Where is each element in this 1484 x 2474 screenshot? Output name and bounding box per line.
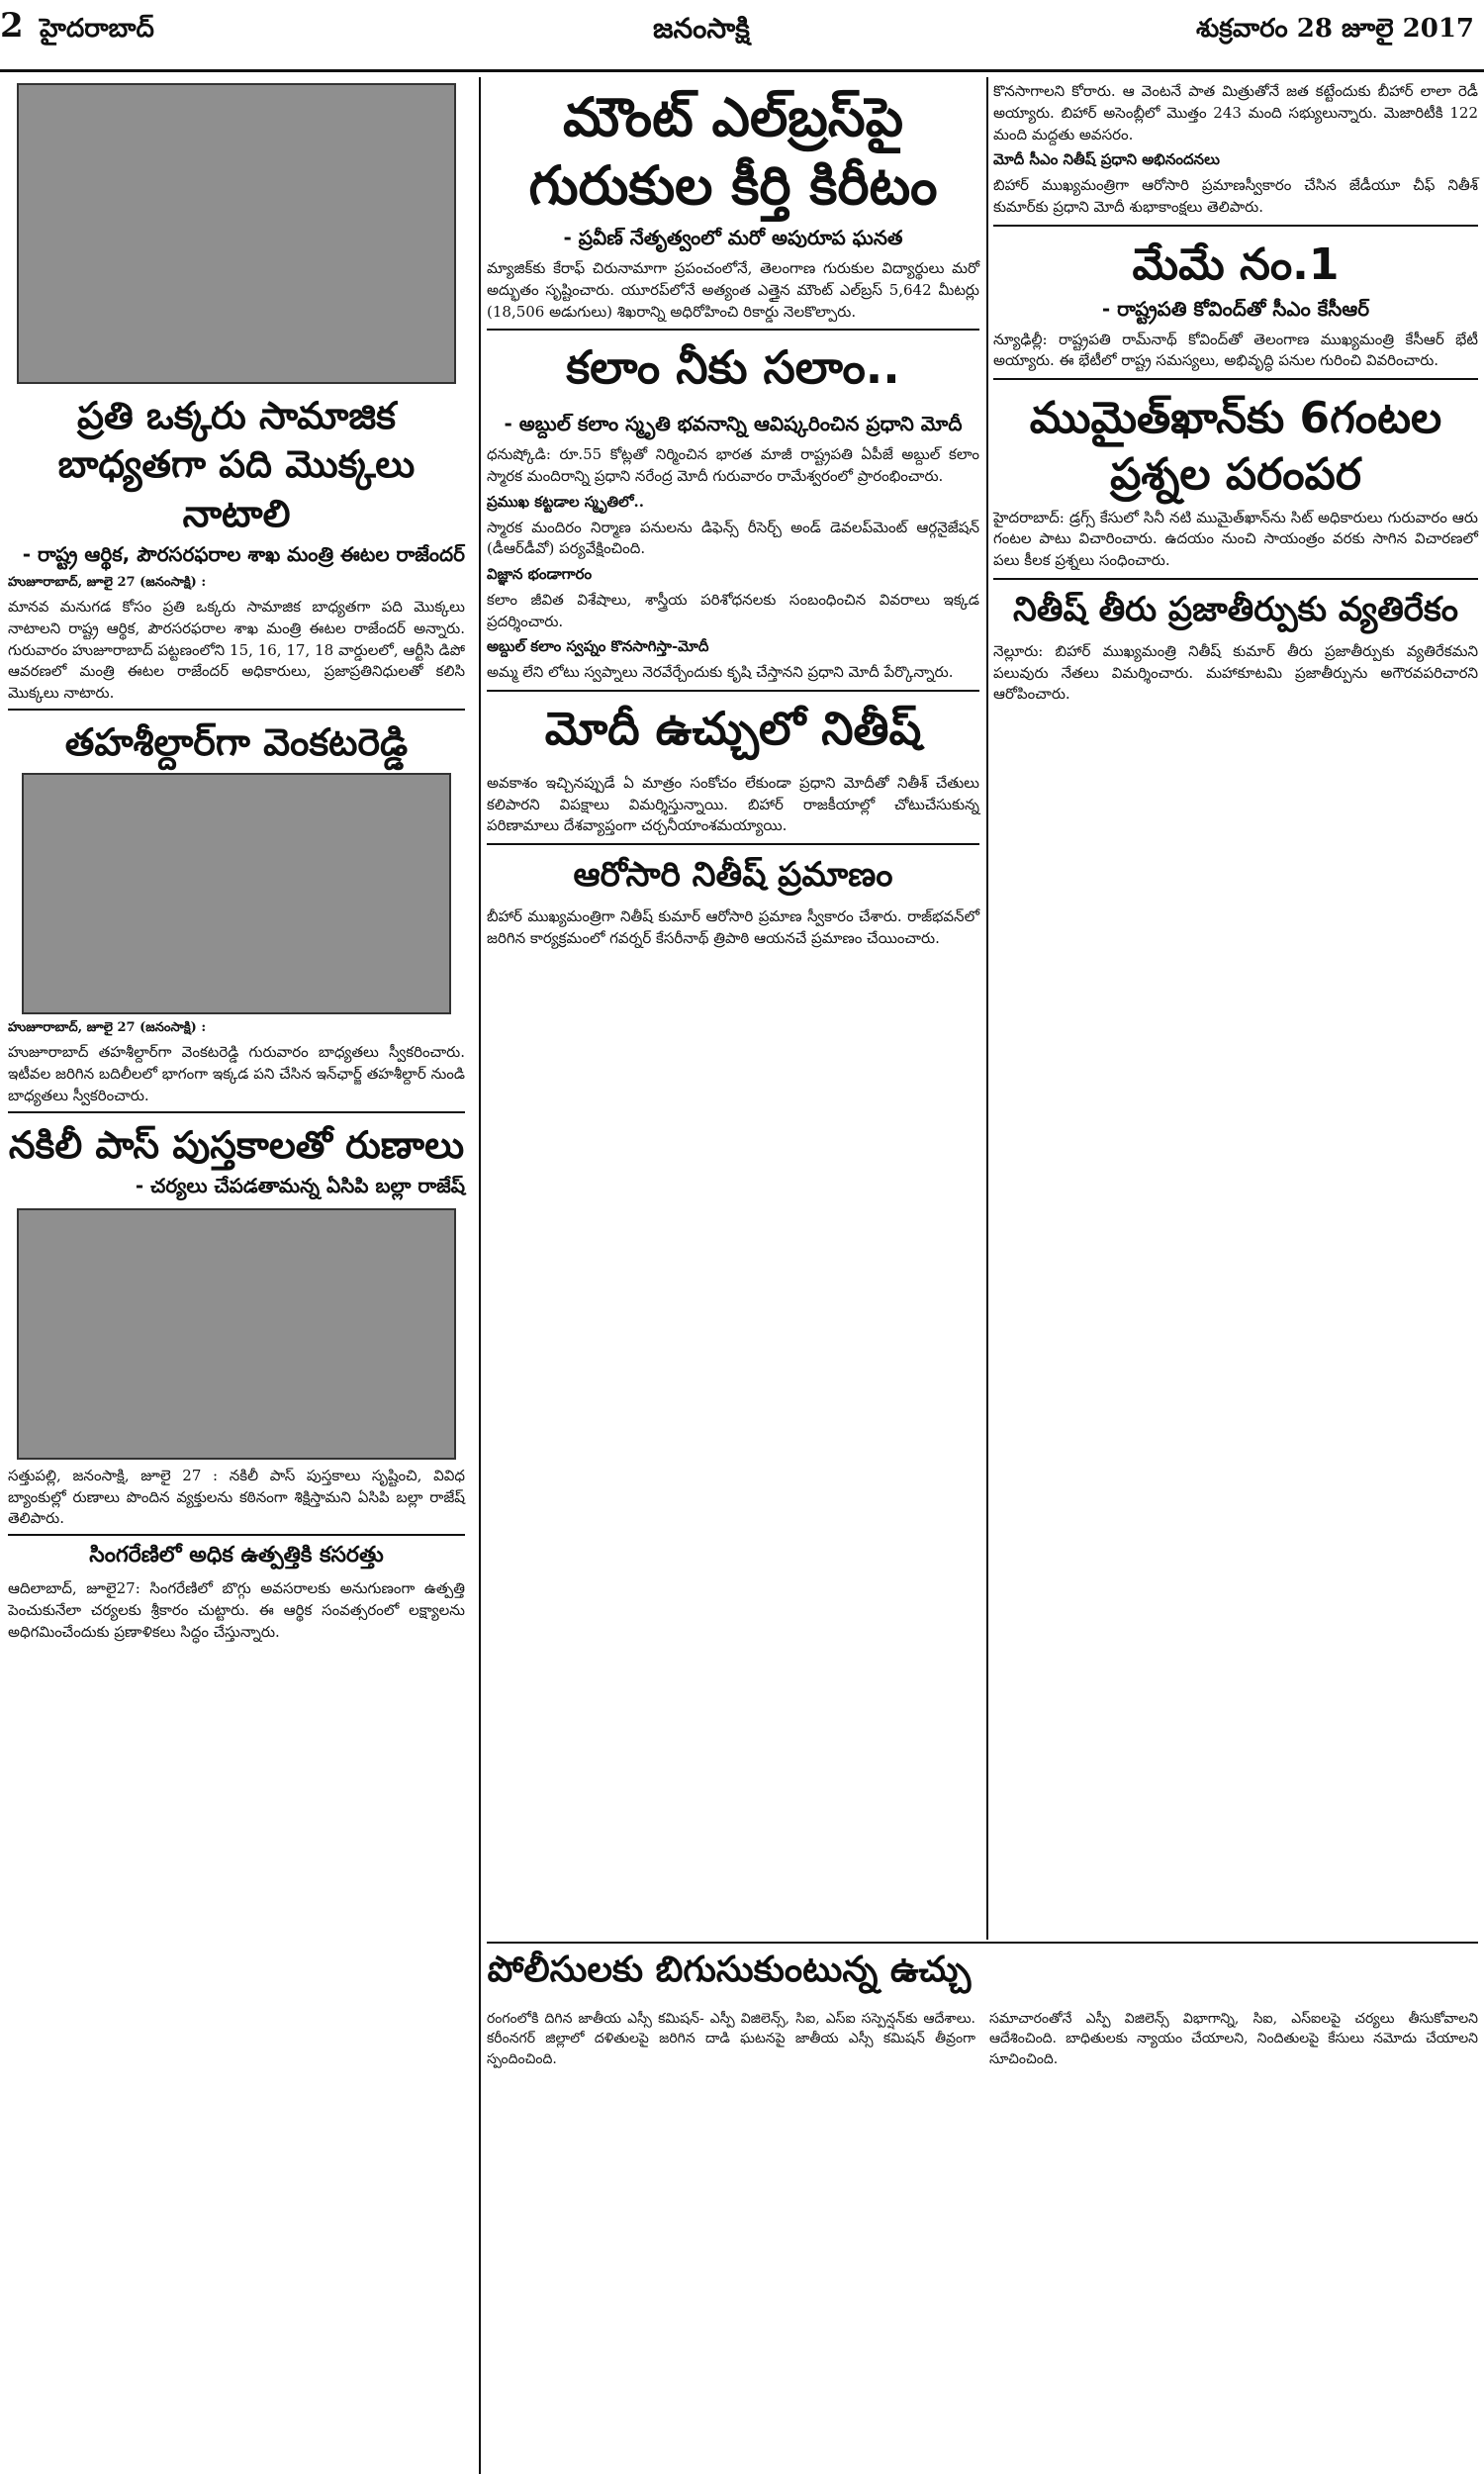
article-body: అవకాశం ఇచ్చినప్పుడే ఏ మాత్రం సంకోచం లేకుండా ప్రధాని మోదీతో నితీశ్ చేతులు కలిపారని విపక్షాలు విమర్శిస్తున్నాయి. బిహార్ రాజకీయాల్లో చోటుచేసుకున్న పరిణామాలు దేశవ్యాప్తంగా చర్చనీయాంశమయ్యాయి. — [487, 773, 979, 835]
story-mumaith-khan — [993, 390, 1478, 572]
article-body: సత్తుపల్లి, జనంసాక్షి, జూలై 27 : నకిలీ పాస్ పుస్తకాలు సృష్టించి, వివిధ బ్యాంకుల్లో రుణాలు పొందిన వ్యక్తులను కఠినంగా శిక్షిస్తామని ఏసిపి బల్లా రాజేష్ తెలిపారు. — [8, 1466, 465, 1528]
column-divider — [479, 77, 481, 2474]
article-body: కలాం జీవిత విశేషాలు, శాస్త్రీయ పరిశోధనలకు సంబంధించిన వివరాలు ఇక్కడ ప్రదర్శించారు. — [487, 590, 979, 630]
left-column — [0, 77, 473, 2474]
divider — [487, 329, 979, 331]
article-body: సమాచారంతోనే ఎస్పీ విజిలెన్స్ విభాగాన్ని, సిఐ, ఎస్‌ఐలపై చర్యలు తీసుకోవాలని ఆదేశించింది. బాధితులకు న్యాయం చేయాలని, నిందితులపై కేసులు నమోదు చేయాలని సూచించింది. — [989, 2011, 1478, 2067]
photo-caption: హుజూరాబాద్, జూలై 27 (జనంసాక్షి) : — [8, 1020, 207, 1036]
article-body: హైదరాబాద్: డ్రగ్స్ కేసులో సినీ నటి ముమైత్‌ఖాన్‌ను సిట్ అధికారులు గురువారం ఆరు గంటల పాటు విచారించారు. ఉదయం నుంచి సాయంత్రం వరకు సాగిన విచారణలో పలు కీలక ప్రశ్నలు సంధించారు. — [993, 508, 1478, 570]
article-body: కొనసాగాలని కోరారు. ఆ వెంటనే పాత మిత్రుతోనే జత కట్టేందుకు బీహార్ లాలా రెడీ అయ్యారు. బిహార్ అసెంబ్లీలో మొత్తం 243 మంది సభ్యులున్నారు. మెజారిటీకి 122 మంది మద్దతు అవసరం. — [993, 82, 1478, 143]
subsection-label: విజ్ఞాన భండాగారం — [487, 565, 593, 584]
middle-column — [487, 77, 979, 954]
headline: సింగరేణిలో అధిక ఉత్పత్తికి కసరత్తు — [89, 1542, 384, 1569]
headline: నితీష్ తీరు ప్రజాతీర్పుకు వ్యతిరేకం — [1013, 589, 1458, 629]
news-photo — [22, 773, 451, 1014]
issue-date: శుక్రవారం 28 జూలై 2017 — [1195, 14, 1474, 44]
news-photo — [17, 1208, 456, 1460]
headline: మేమే నం.1 — [1132, 238, 1340, 290]
byline: - చర్యలు చేపడతామన్న ఏసిపి బల్లా రాజేష్ — [135, 1173, 465, 1197]
story-kcr-kovind — [993, 237, 1478, 373]
divider — [487, 843, 979, 845]
divider — [993, 225, 1478, 227]
divider — [993, 378, 1478, 380]
article-body: స్మారక మందిరం నిర్మాణ పనులను డిఫెన్స్ రీసెర్చ్ అండ్ డెవలప్‌మెంట్ ఆర్గనైజేషన్ (డీఆర్‌డీవో) పర్యవేక్షించింది. — [487, 518, 979, 558]
headline: పోలీసులకు బిగుసుకుంటున్న ఉచ్చు — [487, 1950, 972, 1990]
story-singareni — [8, 1542, 465, 1643]
story-tahsildar — [8, 718, 465, 1113]
article-body: మ్యాజిక్‌కు కేరాఫ్ చిరునామాగా ప్రపంచంలోనే, తెలంగాణ గురుకుల విద్యార్థులు మరో అద్భుతం సృష్టించారు. యూరప్‌లోనే అత్యంత ఎత్తైన మౌంట్ ఎల్‌బ్రస్ 5,642 మీటర్లు (18,506 అడుగులు) శిఖరాన్ని అధిరోహించి రికార్డు నెలకొల్పారు. — [487, 259, 979, 321]
right-column — [993, 77, 1478, 710]
byline: - అబ్దుల్ కలాం స్మృతి భవనాన్ని ఆవిష్కరించిన ప్రధాని మోదీ — [504, 412, 963, 436]
article-body: ధనుష్కోడి: రూ.55 కోట్లతో నిర్మించిన భారత మాజీ రాష్ట్రపతి ఏపీజే అబ్దుల్ కలాం స్మారక మందిరాన్ని ప్రధాని నరేంద్ర మోదీ గురువారం రామేశ్వరంలో ప్రారంభించారు. — [487, 445, 979, 486]
story-plantation — [8, 83, 465, 711]
headline: మోదీ ఉచ్చులో నితీష్ — [544, 701, 922, 755]
masthead — [0, 0, 1484, 72]
article-body: నెల్లూరు: బిహార్ ముఖ్యమంత్రి నితీష్ కుమార్ తీరు ప్రజాతీర్పుకు వ్యతిరేకమని పలువురు నేతలు విమర్శించారు. మహాకూటమి ప్రజాతీర్పును అగౌరవపరిచారని ఆరోపించారు. — [993, 641, 1478, 704]
byline: - రాష్ట్ర ఆర్థిక, పౌరసరఫరాల శాఖ మంత్రి ఈటల రాజేందర్ — [22, 542, 465, 567]
subsection-label: ప్రముఖ కట్టడాల స్మృతిలో.. — [487, 492, 644, 511]
headline: తహశీల్దార్‌గా వెంకటరెడ్డి — [64, 719, 409, 764]
article-body: రంగంలోకి దిగిన జాతీయ ఎస్సీ కమిషన్- ఎస్పీ విజిలెన్స్, సిఐ, ఎస్‌ఐ సస్పెన్షన్‌కు ఆదేశాలు. కరీంనగర్ జిల్లాలో దళితులపై జరిగిన దాడి ఘటనపై జాతీయ ఎస్సీ కమిషన్ తీవ్రంగా స్పందించింది. — [487, 2011, 975, 2067]
article-body: మానవ మనుగడ కోసం ప్రతి ఒక్కరు సామాజిక బాధ్యతగా పది మొక్కలు నాటాలని రాష్ట్ర ఆర్థిక, పౌరసరఫరాల శాఖ మంత్రి ఈటల రాజేందర్ అన్నారు. గురువారం హుజూరాబాద్ పట్టణంలోని 15, 16, 17, 18 వార్డులలో, ఆర్టీసి డిపో ఆవరణలో మంత్రి ఈటల రాజేందర్ అధికారులు, ప్రజాప్రతినిధులతో కలిసి మొక్కలు నాటారు. — [8, 598, 465, 703]
column-divider — [986, 77, 988, 1940]
headline: మౌంట్ ఎల్‌బ్రస్‌పై గురుకుల కీర్తి కిరీటం — [528, 86, 938, 218]
bottom-story-police — [487, 1942, 1478, 2073]
article-body: బీహార్ ముఖ్యమంత్రిగా నితీష్ కుమార్ ఆరోసారి ప్రమాణ స్వీకారం చేశారు. రాజ్‌భవన్‌లో జరిగిన కార్యక్రమంలో గవర్నర్ కేసరీనాథ్ త్రిపాఠి ఆయనచే ప్రమాణం చేయించారు. — [487, 907, 979, 947]
news-photo — [17, 83, 456, 384]
article-body: న్యూఢిల్లీ: రాష్ట్రపతి రామ్‌నాథ్ కోవింద్‌తో తెలంగాణ ముఖ్యమంత్రి కేసీఆర్ భేటీ అయ్యారు. ఈ భేటీలో రాష్ట్ర సమస్యలు, అభివృద్ధి పనుల గురించి వివరించారు. — [993, 330, 1478, 370]
headline: కలాం నీకు సలాం.. — [566, 340, 900, 395]
story-kalam — [487, 340, 979, 684]
page-number: 2 — [0, 6, 24, 46]
byline: - ప్రవీణ్ నేతృత్వంలో మరో అపురూప ఘనత — [563, 226, 903, 250]
headline: ప్రతి ఒక్కరు సామాజిక బాధ్యతగా పది మొక్కలు నాటాలి — [57, 394, 416, 535]
story-nitish-oath — [487, 855, 979, 950]
dateline: హుజూరాబాద్, జూలై 27 (జనంసాక్షి) : — [8, 575, 207, 591]
story-fake-passbooks — [8, 1121, 465, 1537]
headline: ఆరోసారి నితీష్ ప్రమాణం — [573, 855, 893, 896]
byline: - రాష్ట్రపతి కోవింద్‌తో సీఎం కేసీఆర్ — [1101, 296, 1370, 321]
divider — [993, 578, 1478, 580]
article-body: హుజూరాబాద్ తహశీల్దార్‌గా వెంకటరెడ్డి గురువారం బాధ్యతలు స్వీకరించారు. ఇటీవల జరిగిన బదిలీలలో భాగంగా ఇక్కడ పని చేసిన ఇన్‌ఛార్జ్ తహశీల్దార్ నుండి బాధ్యతలు స్వీకరించారు. — [8, 1043, 465, 1104]
headline: నకిలీ పాస్ పుస్తకాలతో రుణాలు — [8, 1122, 465, 1167]
story-bihar-continued — [993, 81, 1478, 219]
story-mount-elbrus — [487, 83, 979, 323]
article-body: బిహార్ ముఖ్యమంత్రిగా ఆరోసారి ప్రమాణస్వీకారం చేసిన జేడీయూ చీఫ్ నితీశ్ కుమార్‌కు ప్రధాని మోదీ శుభాకాంక్షలు తెలిపారు. — [993, 176, 1478, 216]
subsection-label: మోదీ సీఎం నితీష్ ప్రధాని అభినందనలు — [993, 150, 1220, 169]
story-nitish-verdict — [993, 590, 1478, 706]
article-body: అమ్మ లేని లోటు స్వప్నాలు నెరవేర్చేందుకు కృషి చేస్తానని ప్రధాని మోదీ పేర్కొన్నారు. — [487, 663, 954, 682]
newspaper-logo: జనంసాక్షి — [653, 12, 750, 45]
divider — [487, 690, 979, 692]
headline: ముమైత్‌ఖాన్‌కు 6గంటల ప్రశ్నల పరంపర — [1029, 393, 1442, 501]
story-modi-nitish — [487, 702, 979, 837]
article-body: ఆదిలాబాద్, జూలై27: సింగరేణిలో బొగ్గు అవసరాలకు అనుగుణంగా ఉత్పత్తి పెంచుకునేలా చర్యలకు శ్రీకారం చుట్టారు. ఈ ఆర్థిక సంవత్సరంలో లక్ష్యాలను అధిగమించేందుకు ప్రణాళికలు సిద్ధం చేస్తున్నారు. — [8, 1579, 465, 1641]
subsection-label: అబ్దుల్ కలాం స్వప్నం కొనసాగిస్తా-మోదీ — [487, 637, 709, 656]
section-city: హైదరాబాద్ — [40, 14, 154, 44]
